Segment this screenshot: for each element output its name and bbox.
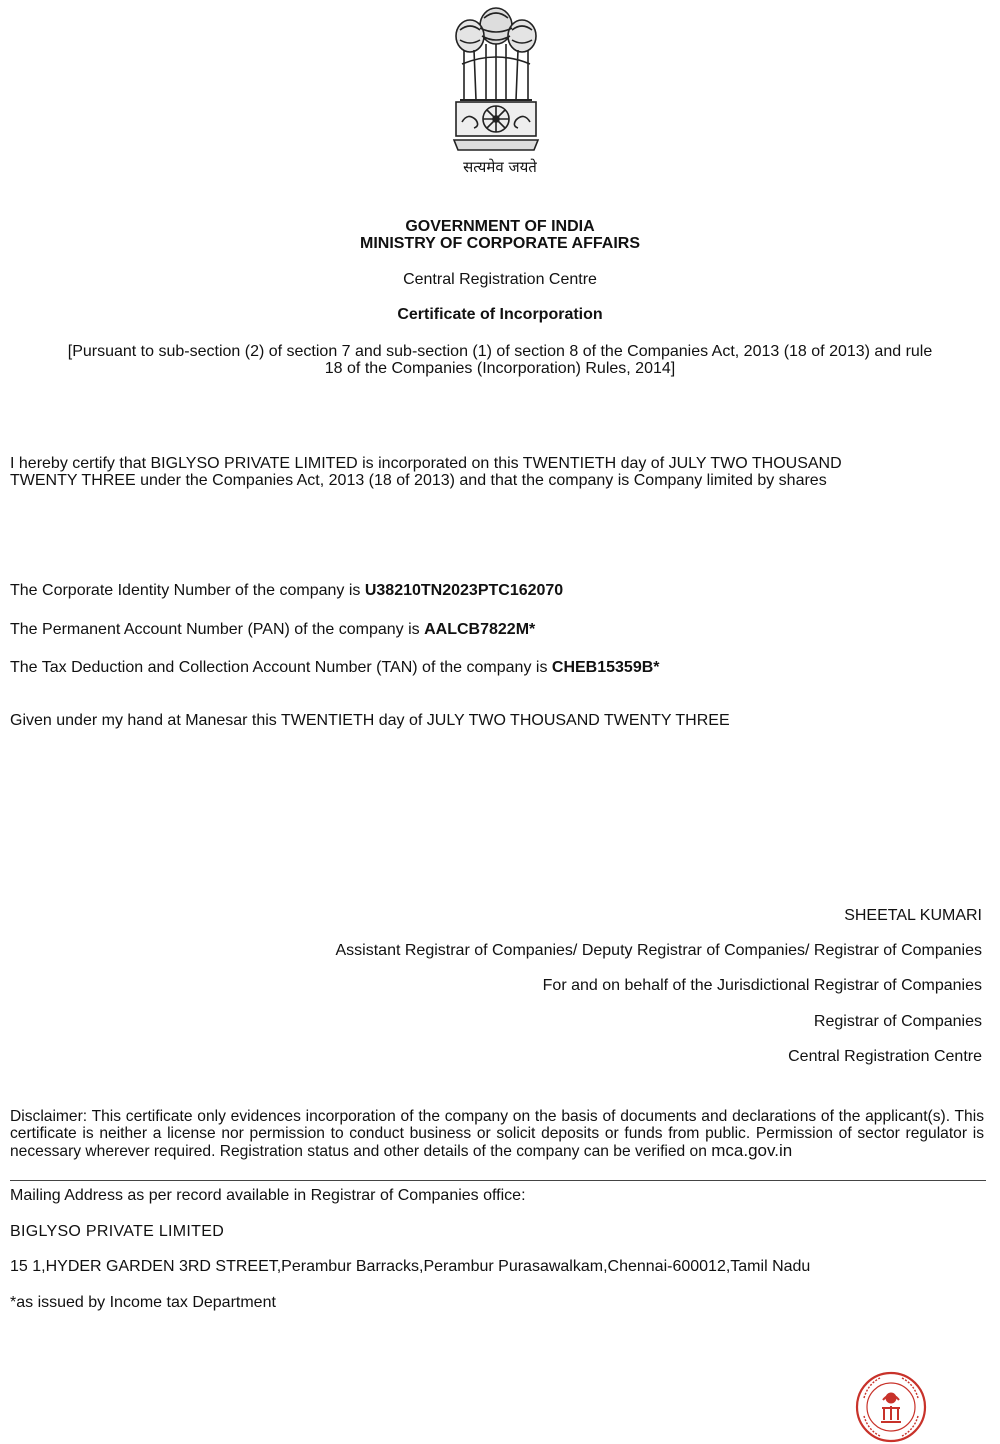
given-under-hand: Given under my hand at Manesar this TWENTIETH day of JULY TWO THOUSAND TWENTY THREE: [10, 712, 730, 729]
mailing-address: 15 1,HYDER GARDEN 3RD STREET,Perambur Barracks,Perambur Purasawalkam,Chennai-600012,Tamil Nadu: [10, 1258, 811, 1275]
emblem-motto: सत्यमेव जयते: [463, 158, 537, 176]
pursuant-line-2: 18 of the Companies (Incorporation) Rules, 2014]: [324, 360, 676, 377]
mailing-heading: Mailing Address as per record available in Registrar of Companies office:: [10, 1187, 526, 1204]
pursuant-line-1: [Pursuant to sub-section (2) of section 7 and sub-section (1) of section 8 of the Companies Act, 2013 (18 of 2013) and rule: [67, 343, 933, 360]
cin-row: [10, 582, 985, 600]
disclaimer: [10, 1108, 984, 1160]
mca-link[interactable]: mca.gov.in: [711, 1141, 793, 1160]
header-ministry: MINISTRY OF CORPORATE AFFAIRS: [359, 235, 640, 252]
pan-label: The Permanent Account Number (PAN) of the company is: [10, 621, 425, 638]
state-emblem-logo: [440, 4, 552, 156]
pan-value: AALCB7822M*: [424, 621, 536, 638]
signatory-behalf: For and on behalf of the Jurisdictional Registrar of Companies: [542, 977, 982, 994]
cin-value: U38210TN2023PTC162070: [364, 582, 564, 599]
divider: [10, 1180, 986, 1181]
mca-seal: [854, 1370, 928, 1444]
mailing-company: BIGLYSO PRIVATE LIMITED: [10, 1223, 225, 1240]
signatory-centre: Central Registration Centre: [788, 1048, 982, 1065]
signatory-designation: Assistant Registrar of Companies/ Deputy Registrar of Companies/ Registrar of Companies: [335, 942, 982, 959]
cin-label: The Corporate Identity Number of the company is: [10, 582, 365, 599]
disclaimer-text: Disclaimer: This certificate only evidences incorporation of the company on the basis of documents and declarations of the applicant(s). This certificate is neither a license nor permission to conduct business or solicit deposits or funds from public. Permission of sector regulator is necessary wherever required. Registration status and other details of the company can be verified on: [10, 1108, 984, 1160]
certify-line-1: I hereby certify that BIGLYSO PRIVATE LIMITED is incorporated on this TWENTIETH day of JULY TWO THOUSAND: [10, 455, 842, 472]
certify-line-2: TWENTY THREE under the Companies Act, 2013 (18 of 2013) and that the company is Company limited by shares: [10, 472, 827, 489]
header-centre: Central Registration Centre: [403, 271, 597, 288]
certificate-title: Certificate of Incorporation: [397, 306, 603, 323]
signatory-office: Registrar of Companies: [813, 1013, 982, 1030]
pan-row: [10, 621, 985, 639]
tan-row: [10, 659, 985, 677]
tan-label: The Tax Deduction and Collection Account Number (TAN) of the company is: [10, 659, 552, 676]
footnote: *as issued by Income tax Department: [10, 1294, 276, 1311]
header-government: GOVERNMENT OF INDIA: [405, 218, 595, 235]
signatory-name: SHEETAL KUMARI: [844, 907, 982, 924]
tan-value: CHEB15359B*: [551, 659, 660, 676]
